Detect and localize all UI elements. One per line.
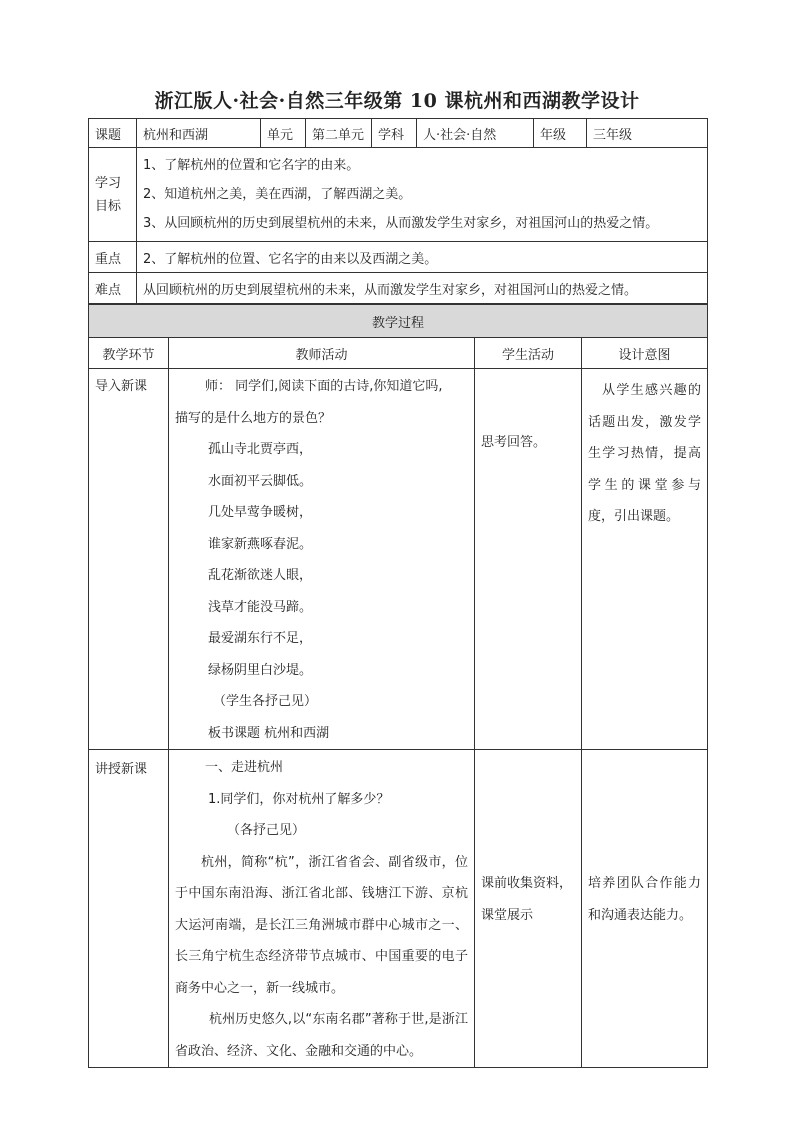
lecture-answer: （各抒己见） (227, 823, 306, 838)
lecture-question: 1.同学们，你对杭州了解多少？ (208, 791, 390, 807)
unit-value: 第二单元 (306, 119, 372, 148)
lecture-teacher-activity (169, 750, 475, 1068)
difficulty-row (89, 273, 708, 304)
key-point-row (89, 242, 708, 273)
intro-teacher-activity (169, 369, 475, 750)
lecture-design-intent: 培养团队合作能力和沟通表达能力。 (582, 750, 708, 1068)
goals-content (137, 148, 708, 242)
lecture-student-activity: 课前收集资料，课堂展示 (475, 750, 582, 1068)
grade-value: 三年级 (587, 119, 708, 148)
header-row (89, 119, 708, 148)
goals-label (89, 148, 137, 242)
column-header-stage: 教学环节 (89, 338, 169, 369)
column-header-student: 学生活动 (475, 338, 582, 369)
teaching-process-table (88, 304, 708, 1068)
lecture-section-title: 一、走进杭州 (205, 760, 284, 775)
unit-label: 单元 (261, 119, 306, 148)
poem-line: 浅草才能没马蹄。 (208, 599, 313, 615)
column-header-row (89, 338, 708, 369)
key-point-label: 重点 (89, 242, 137, 273)
process-heading: 教学过程 (89, 305, 708, 338)
intro-design-intent: 从学生感兴趣的话题出发，激发学生学习热情，提高学生的课堂参与度，引出课题。 (582, 369, 708, 750)
column-header-teacher: 教师活动 (169, 338, 475, 369)
intro-note: （学生各抒己见） (213, 694, 318, 709)
goal-item: 2、知道杭州之美，美在西湖，了解西湖之美。 (143, 187, 412, 202)
poem-line: 孤山寺北贾亭西， (208, 442, 313, 457)
goals-label-line-2: 目标 (95, 198, 122, 214)
process-heading-row (89, 305, 708, 338)
poem-line: 最爱湖东行不足， (208, 631, 313, 646)
intro-board-title: 板书课题 杭州和西湖 (208, 725, 330, 741)
poem-line: 几处早莺争暖树， (208, 505, 313, 520)
difficulty-label: 难点 (89, 273, 137, 304)
intro-opening-line-1: 师： 同学们,阅读下面的古诗,你知道它吗, (205, 379, 443, 394)
key-point-text: 2、了解杭州的位置、它名字的由来以及西湖之美。 (137, 242, 708, 273)
goals-row (89, 148, 708, 242)
lecture-row (89, 750, 708, 1068)
topic-value: 杭州和西湖 (137, 119, 261, 148)
intro-stage: 导入新课 (89, 369, 169, 750)
goals-label-line-1: 学习 (95, 175, 122, 191)
poem-line: 水面初平云脚低。 (208, 473, 313, 489)
intro-row (89, 369, 708, 750)
poem-line: 乱花渐欲迷人眼， (208, 568, 313, 583)
document-title: 浙江版人·社会·自然三年级第 10 课杭州和西湖教学设计 (154, 90, 640, 112)
goal-item: 1、了解杭州的位置和它名字的由来。 (143, 158, 360, 173)
grade-label: 年级 (534, 119, 587, 148)
goal-item: 3、从回顾杭州的历史到展望杭州的未来，从而激发学生对家乡，对祖国河山的热爱之情。 (143, 216, 659, 231)
column-header-intent: 设计意图 (582, 338, 708, 369)
lecture-stage: 讲授新课 (89, 750, 169, 1068)
poem-line: 绿杨阴里白沙堤。 (208, 662, 313, 678)
topic-label: 课题 (89, 119, 137, 148)
poem-line: 谁家新燕啄春泥。 (208, 536, 313, 552)
lecture-paragraph-1: 杭州，简称“杭”，浙江省省会、副省级市，位于中国东南沿海、浙江省北部、钱塘江下游、京杭大运河南端，是长江三角洲城市群中心城市之一、长三角宁杭生态经济带节点城市、中国重要的电子商务中心之一，新一线城市。 (175, 854, 468, 996)
subject-label: 学科 (372, 119, 417, 148)
intro-opening-line-2: 描写的是什么地方的景色？ (175, 410, 332, 426)
lecture-paragraph-2: 杭州历史悠久,以“东南名郡”著称于世,是浙江省政治、经济、文化、金融和交通的中心。 (175, 1012, 468, 1059)
lesson-info-table (88, 118, 708, 304)
intro-student-activity: 思考回答。 (475, 369, 582, 750)
subject-value: 人·社会·自然 (417, 119, 534, 148)
difficulty-text: 从回顾杭州的历史到展望杭州的未来，从而激发学生对家乡，对祖国河山的热爱之情。 (137, 273, 708, 304)
